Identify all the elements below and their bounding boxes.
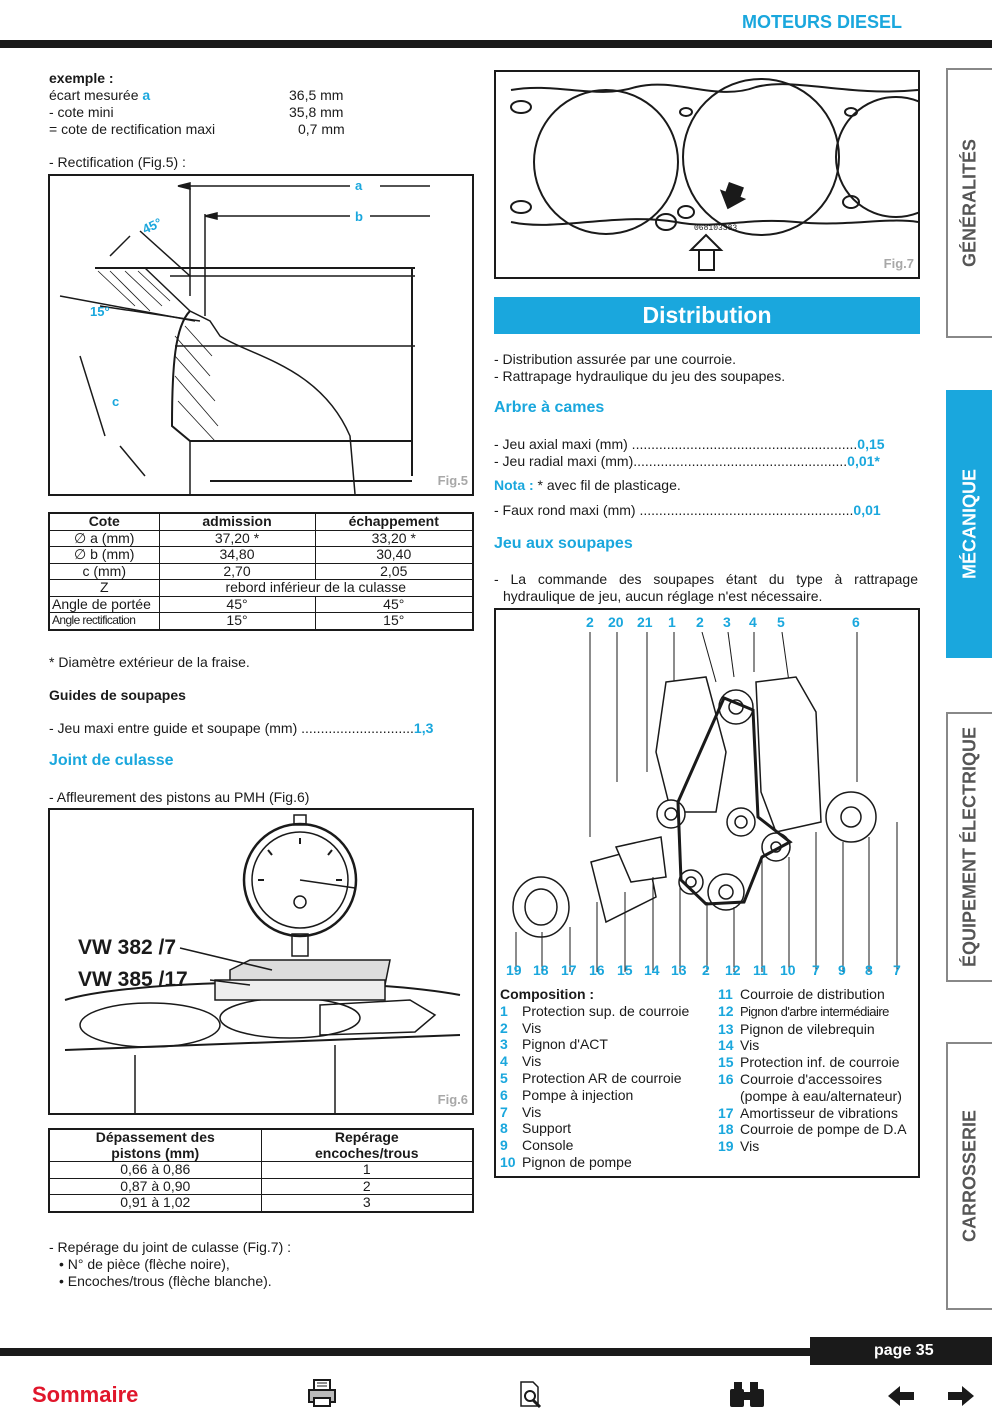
list-item: 14 Vis bbox=[718, 1037, 760, 1054]
composition-list-right bbox=[718, 986, 907, 1155]
table-row bbox=[49, 530, 473, 547]
table-cell: ∅ b (mm) bbox=[49, 547, 159, 564]
table-cell: 2 bbox=[261, 1178, 473, 1195]
table-cell: 3 bbox=[261, 1195, 473, 1212]
page-number: page 35 bbox=[810, 1337, 992, 1365]
list-item: 16 Courroie d'accessoires bbox=[718, 1070, 882, 1087]
table-row bbox=[49, 613, 473, 630]
dial-gauge-drawing bbox=[50, 810, 472, 1113]
exemple-value: 36,5 mm bbox=[289, 87, 344, 103]
table-cell: 37,20 * bbox=[159, 530, 315, 547]
fig5-label-a: a bbox=[355, 178, 363, 193]
list-item: 10 Pignon de pompe bbox=[500, 1153, 632, 1170]
guides-line-text: - Jeu maxi entre guide et soupape (mm) ............................. bbox=[49, 720, 414, 736]
intro-line: - Rattrapage hydraulique du jeu des soupapes. bbox=[494, 368, 786, 384]
fig7-caption: Fig.7 bbox=[883, 256, 914, 271]
spec-text: - Faux rond maxi (mm) ....................................................... bbox=[494, 502, 854, 518]
fig5-caption: Fig.5 bbox=[437, 473, 468, 488]
callout-number: 9 bbox=[838, 962, 846, 978]
exemple-title: exemple : bbox=[49, 70, 114, 86]
guides-line-value: 1,3 bbox=[413, 720, 434, 736]
table-header: Repérage encoches/trous bbox=[261, 1129, 473, 1162]
figure-7-head-gasket bbox=[494, 70, 920, 279]
table-cell: 30,40 bbox=[315, 547, 473, 564]
list-item: 11 Courroie de distribution bbox=[718, 986, 885, 1002]
table-cell: 45° bbox=[159, 596, 315, 613]
table-cell: ∅ a (mm) bbox=[49, 530, 159, 547]
fig5-label-15: 15° bbox=[90, 304, 110, 319]
list-item: 18 Courroie de pompe de D.A bbox=[718, 1121, 907, 1138]
table-row bbox=[49, 580, 473, 597]
distribution-diagram bbox=[494, 608, 920, 1178]
arrow-left-icon bbox=[886, 1384, 916, 1408]
callout-number: 16 bbox=[589, 962, 605, 978]
jeu-line: hydraulique de jeu, aucun réglage n'est nécessaire. bbox=[503, 588, 823, 604]
callout-number: 8 bbox=[865, 962, 873, 978]
callout-number: 20 bbox=[608, 614, 624, 630]
spec-text: - Jeu radial maxi (mm)....................................................... bbox=[494, 453, 848, 469]
table-header-row bbox=[49, 1129, 473, 1162]
table-cell: 2,05 bbox=[315, 563, 473, 580]
table-cell: Angle de portée bbox=[49, 596, 159, 613]
tool-vw-385: VW 385 /17 bbox=[78, 968, 188, 991]
table-header: Dépassement des pistons (mm) bbox=[49, 1129, 261, 1162]
table-cell: 33,20 * bbox=[315, 530, 473, 547]
head-gasket-drawing bbox=[496, 72, 918, 277]
print-button[interactable] bbox=[306, 1378, 338, 1408]
arbre-spec-line bbox=[494, 436, 885, 453]
callout-number: 3 bbox=[723, 614, 731, 630]
valve-seat-table bbox=[48, 512, 474, 631]
fig5-label-b: b bbox=[355, 209, 363, 224]
exemple-row bbox=[49, 121, 345, 138]
list-item: 19 Vis bbox=[718, 1138, 760, 1155]
table-row bbox=[49, 547, 473, 564]
tab-label: GÉNÉRALITÉS bbox=[959, 138, 980, 268]
previous-page-button[interactable] bbox=[886, 1384, 916, 1408]
table-row bbox=[49, 563, 473, 580]
callout-number: 4 bbox=[749, 614, 757, 630]
table-cell: 15° bbox=[315, 613, 473, 630]
nota-label: Nota : bbox=[494, 477, 534, 493]
search-button[interactable] bbox=[728, 1380, 766, 1410]
exemple-row bbox=[49, 104, 344, 121]
callout-number: 2 bbox=[696, 614, 704, 630]
spec-value: 0,01* bbox=[847, 453, 880, 469]
guides-title: Guides de soupapes bbox=[49, 687, 186, 703]
arbre-specs bbox=[494, 436, 885, 470]
spec-text: - Jeu axial maxi (mm) .......................................................... bbox=[494, 436, 858, 452]
callout-number: 5 bbox=[777, 614, 785, 630]
exemple-label: écart mesurée bbox=[49, 87, 143, 103]
callout-number: 1 bbox=[668, 614, 676, 630]
callout-number: 21 bbox=[637, 614, 653, 630]
composition-title: Composition : bbox=[500, 986, 595, 1002]
table-cell: 1 bbox=[261, 1162, 473, 1179]
valve-seat-drawing bbox=[50, 176, 472, 494]
tab-equipement-electrique[interactable] bbox=[946, 712, 992, 982]
arbre-title: Arbre à cames bbox=[494, 399, 605, 416]
reperage-line: - Repérage du joint de culasse (Fig.7) : bbox=[49, 1239, 292, 1255]
list-item: 13 Pignon de vilebrequin bbox=[718, 1020, 875, 1037]
callout-number: 12 bbox=[725, 962, 741, 978]
callout-number: 2 bbox=[702, 962, 710, 978]
page-header-title: MOTEURS DIESEL bbox=[742, 12, 903, 32]
table-cell: 0,91 à 1,02 bbox=[49, 1195, 261, 1212]
rectification-text: - Rectification (Fig.5) : bbox=[49, 154, 186, 170]
fig5-label-c: c bbox=[112, 394, 120, 409]
table-cell: c (mm) bbox=[49, 563, 159, 580]
reperage-block bbox=[49, 1239, 291, 1290]
callout-number: 10 bbox=[780, 962, 796, 978]
page-magnifier-icon bbox=[518, 1380, 546, 1410]
exemple-label: - cote mini bbox=[49, 104, 114, 120]
figure-5-valve-seat bbox=[48, 174, 474, 496]
list-item: 5 Protection AR de courroie bbox=[500, 1069, 682, 1086]
table-header-row bbox=[49, 513, 473, 530]
arrow-right-icon bbox=[946, 1384, 976, 1408]
zoom-page-button[interactable] bbox=[518, 1380, 546, 1410]
guides-line bbox=[49, 720, 433, 737]
callout-number: 17 bbox=[561, 962, 577, 978]
exemple-label-em: a bbox=[142, 87, 151, 103]
header-rule bbox=[0, 40, 992, 48]
reperage-line: • N° de pièce (flèche noire), bbox=[59, 1256, 230, 1272]
list-item: (pompe à eau/alternateur) bbox=[740, 1087, 902, 1104]
tab-label: CARROSSERIE bbox=[959, 1109, 980, 1243]
jeu-title: Jeu aux soupapes bbox=[494, 535, 633, 552]
table-cell: 0,66 à 0,86 bbox=[49, 1162, 261, 1179]
table-cell: 45° bbox=[315, 596, 473, 613]
exemple-row bbox=[49, 87, 344, 104]
fig5-label-45: 45° bbox=[139, 214, 165, 237]
jeu-text bbox=[494, 571, 920, 605]
callout-number: 14 bbox=[644, 962, 660, 978]
exemple-value: 35,8 mm bbox=[289, 104, 344, 120]
tab-carrosserie[interactable] bbox=[946, 1042, 992, 1310]
reperage-line: • Encoches/trous (flèche blanche). bbox=[59, 1273, 272, 1289]
list-item: 8 Support bbox=[500, 1120, 572, 1137]
list-item: 9 Console bbox=[500, 1137, 574, 1154]
nota-line bbox=[494, 477, 681, 494]
piston-table bbox=[48, 1128, 474, 1213]
table-cell: 0,87 à 0,90 bbox=[49, 1178, 261, 1195]
exemple-block bbox=[49, 70, 345, 138]
table-cell: Angle rectification bbox=[49, 613, 159, 630]
exemple-label: = cote de rectification maxi bbox=[49, 121, 216, 137]
table-cell: 34,80 bbox=[159, 547, 315, 564]
list-item: 15 Protection inf. de courroie bbox=[718, 1054, 900, 1071]
figure-6-dial-gauge bbox=[48, 808, 474, 1115]
distribution-title: Distribution bbox=[494, 297, 920, 334]
tab-generalites[interactable] bbox=[946, 68, 992, 338]
table-header: Cote bbox=[49, 513, 159, 530]
tab-mecanique[interactable] bbox=[946, 390, 992, 658]
list-item: 3 Pignon d'ACT bbox=[500, 1036, 608, 1053]
list-item: 12 Pignon d'arbre intermédiaire bbox=[718, 1002, 889, 1019]
fig6-caption: Fig.6 bbox=[437, 1092, 468, 1107]
tab-label: MÉCANIQUE bbox=[959, 468, 980, 580]
list-item: 6 Pompe à injection bbox=[500, 1086, 634, 1103]
distribution-intro bbox=[494, 351, 785, 385]
faux-rond-line bbox=[494, 502, 881, 519]
tab-label: ÉQUIPEMENT ÉLECTRIQUE bbox=[959, 726, 980, 968]
arbre-spec-line bbox=[494, 453, 885, 470]
table-row bbox=[49, 1195, 473, 1212]
exemple-value: 0,7 mm bbox=[298, 121, 345, 137]
callout-number: 13 bbox=[671, 962, 687, 978]
table-cell: 2,70 bbox=[159, 563, 315, 580]
binoculars-icon bbox=[728, 1380, 766, 1410]
table-row bbox=[49, 1178, 473, 1195]
table-header: admission bbox=[159, 513, 315, 530]
printer-icon bbox=[306, 1378, 338, 1408]
jeu-line: - La commande des soupapes étant du type à rattrapage bbox=[494, 571, 918, 587]
footnote: * Diamètre extérieur de la fraise. bbox=[49, 654, 250, 670]
intro-line: - Distribution assurée par une courroie. bbox=[494, 351, 737, 367]
list-item: 7 Vis bbox=[500, 1103, 542, 1120]
table-row bbox=[49, 1162, 473, 1179]
callout-number: 19 bbox=[506, 962, 522, 978]
timing-belt-drawing bbox=[496, 632, 918, 972]
callout-number: 18 bbox=[533, 962, 549, 978]
sommaire-link[interactable]: Sommaire bbox=[32, 1382, 139, 1407]
spec-value: 0,15 bbox=[857, 436, 885, 452]
table-header: échappement bbox=[315, 513, 473, 530]
table-cell: 15° bbox=[159, 613, 315, 630]
nota-text: * avec fil de plasticage. bbox=[533, 477, 681, 493]
list-item: 17 Amortisseur de vibrations bbox=[718, 1104, 898, 1121]
affleurement-text: - Affleurement des pistons au PMH (Fig.6) bbox=[49, 789, 310, 805]
list-item: 2 Vis bbox=[500, 1019, 542, 1036]
callout-number: 11 bbox=[753, 962, 768, 978]
composition-list-left bbox=[500, 986, 689, 1171]
list-item: 1 Protection sup. de courroie bbox=[500, 1002, 690, 1019]
tool-vw-382: VW 382 /7 bbox=[78, 936, 177, 959]
black-arrow-icon bbox=[714, 180, 749, 214]
table-row bbox=[49, 596, 473, 613]
callout-number: 7 bbox=[893, 962, 901, 978]
spec-value: 0,01 bbox=[853, 502, 881, 518]
next-page-button[interactable] bbox=[946, 1384, 976, 1408]
gasket-part-number: 068103383 bbox=[694, 224, 738, 233]
callout-number: 15 bbox=[617, 962, 633, 978]
list-item: 4 Vis bbox=[500, 1053, 542, 1070]
callout-number: 7 bbox=[812, 962, 820, 978]
joint-title: Joint de culasse bbox=[49, 752, 174, 769]
table-cell: Z bbox=[49, 580, 159, 597]
callout-number: 6 bbox=[852, 614, 860, 630]
table-cell: rebord inférieur de la culasse bbox=[159, 580, 473, 597]
callout-number: 2 bbox=[586, 614, 594, 630]
